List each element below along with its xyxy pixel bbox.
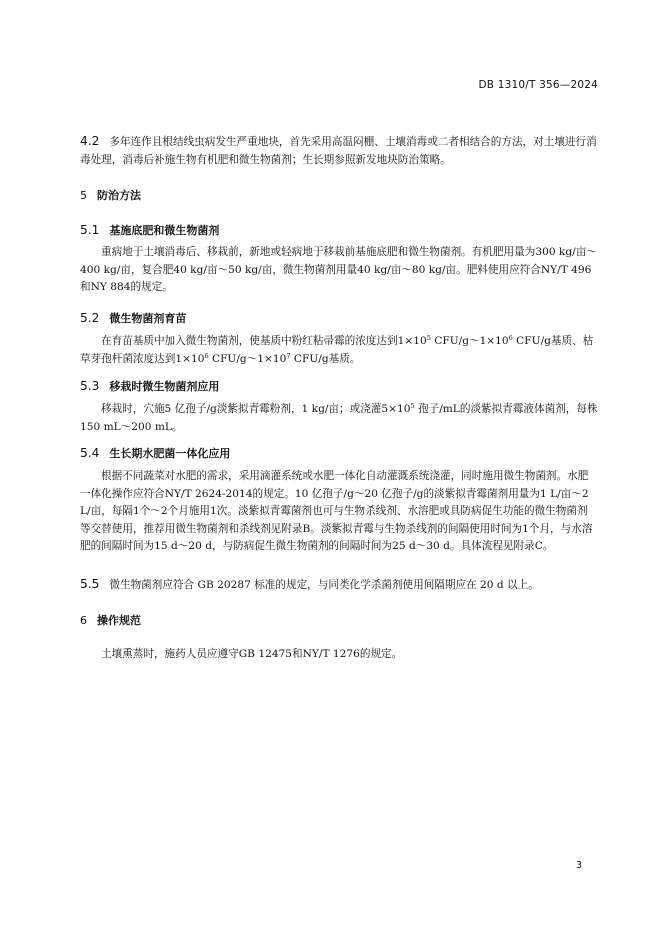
text-run: 移栽时，穴施5 亿孢子/g淡紫拟青霉粉剂，1 kg/亩；或浇灌5×10 (101, 403, 411, 415)
clause-5-5 (80, 576, 598, 595)
clause-5-1-body (80, 244, 598, 297)
superscript: 6 (204, 351, 209, 360)
section-6-body (80, 646, 598, 664)
clause-5-2-heading (80, 310, 598, 328)
text-run: CFU/g基质、枯草芽孢杆菌浓度达到1×10 (80, 335, 594, 365)
clause-title: 基施底肥和微生物菌剂 (109, 224, 220, 237)
superscript: 5 (410, 402, 415, 410)
clause-5-3-heading (80, 378, 598, 396)
clause-number: 5.5 (80, 577, 100, 591)
text-run: CFU/g～1×10 (430, 335, 509, 347)
clause-number: 4.2 (80, 134, 100, 148)
clause-number: 5.3 (80, 379, 100, 393)
clause-title: 移栽时微生物菌剂应用 (109, 380, 220, 393)
clause-title: 生长期水肥菌一体化应用 (109, 447, 231, 460)
text-run: 孢子/mL的淡紫拟青霉液体菌剂，每株150 mL～200 mL。 (80, 403, 598, 433)
paragraph: 重病地于土壤消毒后、移栽前，新地或轻病地于移栽前基施底肥和微生物菌剂。有机肥用量为300 kg/亩～400 kg/亩，复合肥40 kg/亩～50 kg/亩，微生物菌剂用量40 kg/亩～80 kg/亩。肥料使用应符合NY/T 496和NY 884的规定。 (80, 246, 597, 293)
section-number: 6 (80, 614, 87, 627)
clause-5-4-body (80, 468, 598, 556)
document-code: DB 1310/T 356—2024 (478, 79, 598, 91)
clause-number: 5.2 (80, 311, 100, 325)
section-5-heading (80, 187, 598, 205)
superscript: 7 (286, 351, 291, 360)
paragraph: 根据不同蔬菜对水肥的需求，采用滴灌系统或水肥一体化自动灌溉系统浇灌，同时施用微生物菌剂。水肥一体化操作应符合NY/T 2624-2014的规定。10 亿孢子/g～20 亿孢子/g的淡紫拟青霉菌剂用量为1 L/亩～2 L/亩，每隔1个～2个月施用1次。淡紫拟青霉菌剂也可与生物杀线剂、水溶肥或具防病促生功能的微生物菌剂等交替使用，推荐用微生物菌剂和杀线剂见附录B。淡紫拟青霉与生物杀线剂的间隔使用时间为1个月，与水溶肥的间隔时间为15 d～20 d，与防病促生微生物菌剂的间隔时间为25 d～30 d。具体流程见附录C。 (80, 470, 593, 552)
clause-5-3-body (80, 401, 598, 436)
text-run: 在育苗基质中加入微生物菌剂，使基质中粉红粘帚霉的浓度达到1×10 (101, 335, 427, 347)
text-run: CFU/g～1×10 (208, 352, 287, 365)
clause-number: 5.4 (80, 446, 100, 460)
superscript: 5 (426, 334, 431, 342)
clause-text: 多年连作且根结线虫病发生严重地块，首先采用高温闷棚、土壤消毒或二者相结合的方法，对土壤进行消毒处理，消毒后补施生物有机肥和微生物菌剂；生长期参照新发地块防治策略。 (80, 136, 597, 166)
clause-5-2-body (80, 333, 598, 368)
section-6-heading (80, 612, 598, 630)
clause-text: 微生物菌剂应符合 GB 20287 标准的规定，与同类化学杀菌剂使用间隔期应在 20 d 以上。 (109, 579, 539, 591)
superscript: 6 (508, 334, 513, 342)
paragraph (80, 333, 598, 368)
paragraph (80, 401, 598, 436)
text-run: CFU/g基质。 (290, 352, 361, 365)
section-title: 防治方法 (97, 189, 141, 202)
paragraph: 土壤熏蒸时，施药人员应遵守GB 12475和NY/T 1276的规定。 (101, 648, 403, 660)
clause-number: 5.1 (80, 223, 100, 237)
clause-4-2 (80, 133, 598, 169)
clause-5-4-heading (80, 445, 598, 463)
section-title: 操作规范 (97, 614, 141, 627)
clause-5-1-heading (80, 222, 598, 240)
section-number: 5 (80, 189, 87, 202)
page-number: 3 (575, 860, 582, 871)
clause-title: 微生物菌剂育苗 (109, 312, 187, 325)
